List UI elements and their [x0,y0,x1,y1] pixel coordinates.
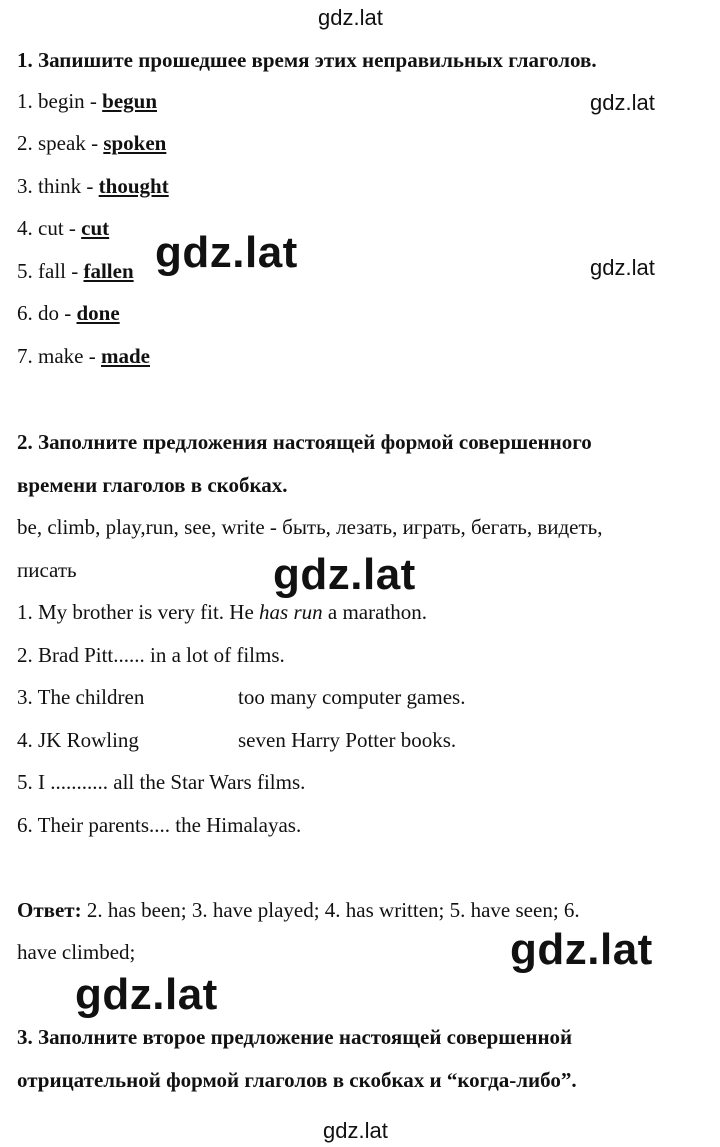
exercise-2-sentence-1: 1. My brother is very fit. He has run a marathon. [17,600,428,624]
exercise-2-answer-line-1: Ответ: 2. has been; 3. have played; 4. has written; 5. have seen; 6. [17,898,580,922]
watermark-big-2: gdz.lat [273,550,416,599]
exercise-1-heading: 1. Запишите прошедшее время этих неправильных глаголов. [17,48,597,72]
exercise-3-heading-line-1: 3. Заполните второе предложение настоящей совершенной [17,1025,573,1049]
exercise-1-item: 2. speak - spoken [17,131,167,155]
exercise-1-item: 7. make - made [17,344,150,368]
watermark-big-1: gdz.lat [155,228,298,277]
watermark-right-2: gdz.lat [590,255,655,280]
exercise-2-sentence-3-left: 3. The children [17,685,145,709]
exercise-2-sentence-3-right: too many computer games. [238,685,466,709]
exercise-2-heading-line-2: времени глаголов в скобках. [17,473,288,497]
exercise-3-heading-line-2: отрицательной формой глаголов в скобках и “когда-либо”. [17,1068,577,1092]
exercise-1-item: 3. think - thought [17,174,169,198]
watermark-big-4: gdz.lat [75,970,218,1019]
exercise-2-sentence-4-left: 4. JK Rowling [17,728,139,752]
exercise-2-words-line-1: be, climb, play,run, see, write - быть, лезать, играть, бегать, видеть, [17,515,603,539]
exercise-2-words-line-2: писать [17,558,77,582]
exercise-2-heading-line-1: 2. Заполните предложения настоящей формой совершенного [17,430,592,454]
exercise-2-sentence-2: 2. Brad Pitt...... in a lot of films. [17,643,285,667]
exercise-1-item: 1. begin - begun [17,89,158,113]
exercise-2-answer-line-2: have climbed; [17,940,136,964]
answer-label: Ответ: [17,898,82,922]
watermark-right-1: gdz.lat [590,90,655,115]
exercise-1-item: 4. cut - cut [17,216,110,240]
exercise-1-item: 6. do - done [17,301,120,325]
watermark-bottom: gdz.lat [323,1118,388,1143]
exercise-2-sentence-6: 6. Their parents.... the Himalayas. [17,813,302,837]
watermark-big-3: gdz.lat [510,925,653,974]
exercise-2-sentence-4-right: seven Harry Potter books. [238,728,457,752]
exercise-1-item: 5. fall - fallen [17,259,134,283]
watermark-top: gdz.lat [318,5,383,30]
exercise-2-sentence-5: 5. I ........... all the Star Wars films. [17,770,306,794]
